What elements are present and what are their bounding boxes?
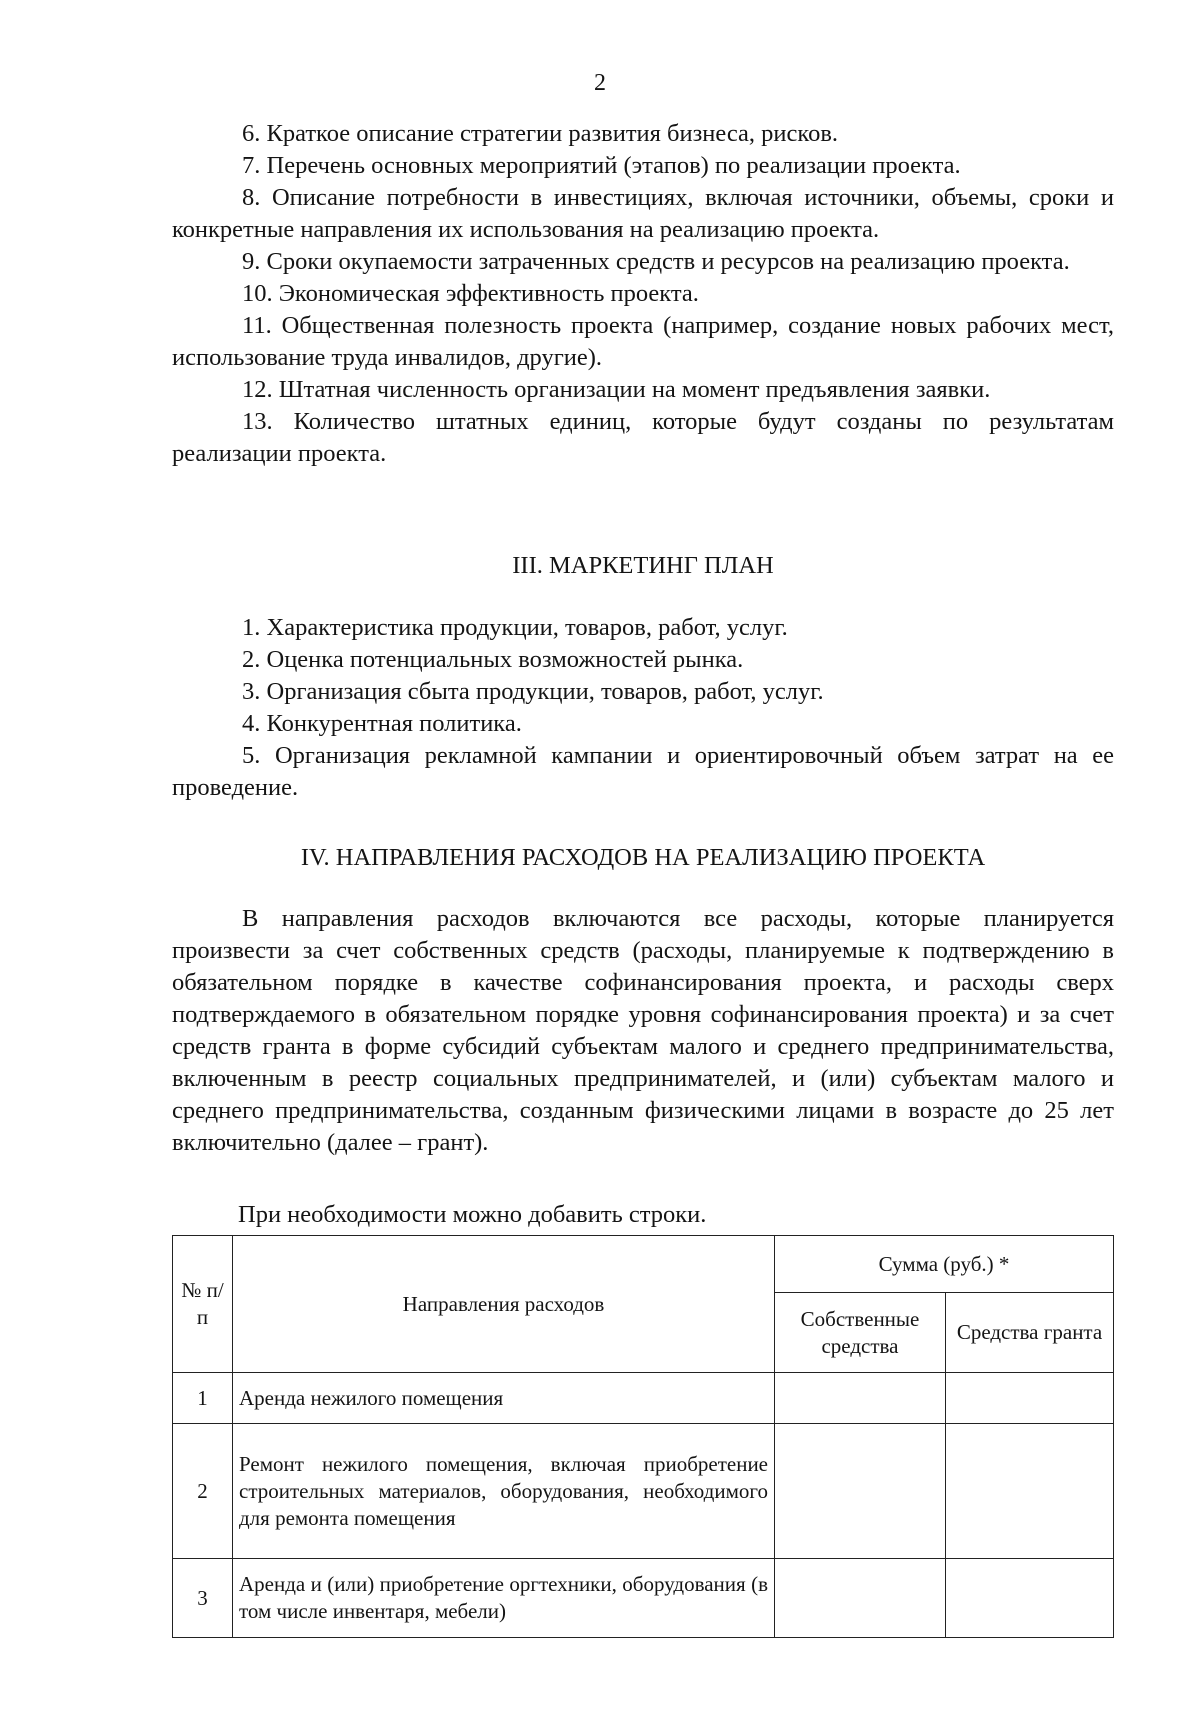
row-own-funds-cell[interactable] bbox=[775, 1373, 946, 1424]
row-number: 1 bbox=[173, 1373, 233, 1424]
table-row bbox=[173, 1559, 1114, 1638]
row-grant-funds-cell[interactable] bbox=[946, 1559, 1114, 1638]
list-item: 4. Конкурентная политика. bbox=[242, 710, 522, 737]
list-item: 6. Краткое описание стратегии развития бизнеса, рисков. bbox=[242, 120, 839, 147]
row-grant-funds-cell[interactable] bbox=[946, 1424, 1114, 1559]
list-item: 8. Описание потребности в инвестициях, включая источники, объемы, сроки и конкретные направления их использования на реализацию проекта. bbox=[172, 184, 1114, 243]
row-number: 2 bbox=[173, 1424, 233, 1559]
list-item: 7. Перечень основных мероприятий (этапов) по реализации проекта. bbox=[242, 152, 961, 179]
list-item: 2. Оценка потенциальных возможностей рынка. bbox=[242, 646, 744, 673]
row-description: Аренда и (или) приобретение оргтехники, оборудования (в том числе инвентаря, мебели) bbox=[233, 1559, 775, 1638]
section4-paragraph: В направления расходов включаются все расходы, которые планируется произвести за счет собственных средств (расходы, планируемые к подтверждению в обязательном порядке в качестве софинансирования проекта, и расходы сверх подтверждаемого в обязательном порядке уровня софинансирования проекта) и за счет средств гранта в форме субсидий субъектам малого и среднего предпринимательства, включенным в реестр социальных предпринимателей, и (или) субъектам малого и среднего предпринимательства, созданным физическими лицами в возрасте до 25 лет включительно (далее – грант). bbox=[172, 905, 1114, 1156]
page-number: 2 bbox=[594, 70, 606, 96]
row-description: Аренда нежилого помещения bbox=[233, 1373, 775, 1424]
row-own-funds-cell[interactable] bbox=[775, 1424, 946, 1559]
list-item: 3. Организация сбыта продукции, товаров, работ, услуг. bbox=[242, 678, 824, 705]
list-item: 1. Характеристика продукции, товаров, работ, услуг. bbox=[242, 614, 788, 641]
table-row bbox=[173, 1424, 1114, 1559]
section2-list bbox=[172, 118, 1114, 470]
list-item: 11. Общественная полезность проекта (например, создание новых рабочих мест, использование труда инвалидов, другие). bbox=[172, 312, 1114, 371]
row-description: Ремонт нежилого помещения, включая приобретение строительных материалов, оборудования, необходимого для ремонта помещения bbox=[233, 1424, 775, 1559]
section4-paragraph-block bbox=[172, 903, 1114, 1159]
column-header-number: № п/п bbox=[173, 1236, 233, 1373]
column-header-direction: Направления расходов bbox=[233, 1236, 775, 1373]
table-note: При необходимости можно добавить строки. bbox=[238, 1201, 707, 1228]
section3-list bbox=[172, 612, 1114, 804]
column-header-sum: Сумма (руб.) * bbox=[775, 1236, 1114, 1293]
column-header-own-funds: Собственные средства bbox=[775, 1293, 946, 1373]
section3-heading: III. МАРКЕТИНГ ПЛАН bbox=[512, 552, 774, 579]
list-item: 12. Штатная численность организации на момент предъявления заявки. bbox=[242, 376, 991, 403]
expenses-table bbox=[172, 1235, 1114, 1638]
row-own-funds-cell[interactable] bbox=[775, 1559, 946, 1638]
table-row bbox=[173, 1373, 1114, 1424]
section4-heading: IV. НАПРАВЛЕНИЯ РАСХОДОВ НА РЕАЛИЗАЦИЮ ПРОЕКТА bbox=[300, 844, 986, 871]
list-item: 9. Сроки окупаемости затраченных средств и ресурсов на реализацию проекта. bbox=[242, 248, 1070, 275]
list-item: 5. Организация рекламной кампании и ориентировочный объем затрат на ее проведение. bbox=[172, 742, 1114, 801]
list-item: 10. Экономическая эффективность проекта. bbox=[242, 280, 699, 307]
list-item: 13. Количество штатных единиц, которые будут созданы по результатам реализации проекта. bbox=[172, 408, 1114, 467]
column-header-grant-funds: Средства гранта bbox=[946, 1293, 1114, 1373]
row-grant-funds-cell[interactable] bbox=[946, 1373, 1114, 1424]
row-number: 3 bbox=[173, 1559, 233, 1638]
